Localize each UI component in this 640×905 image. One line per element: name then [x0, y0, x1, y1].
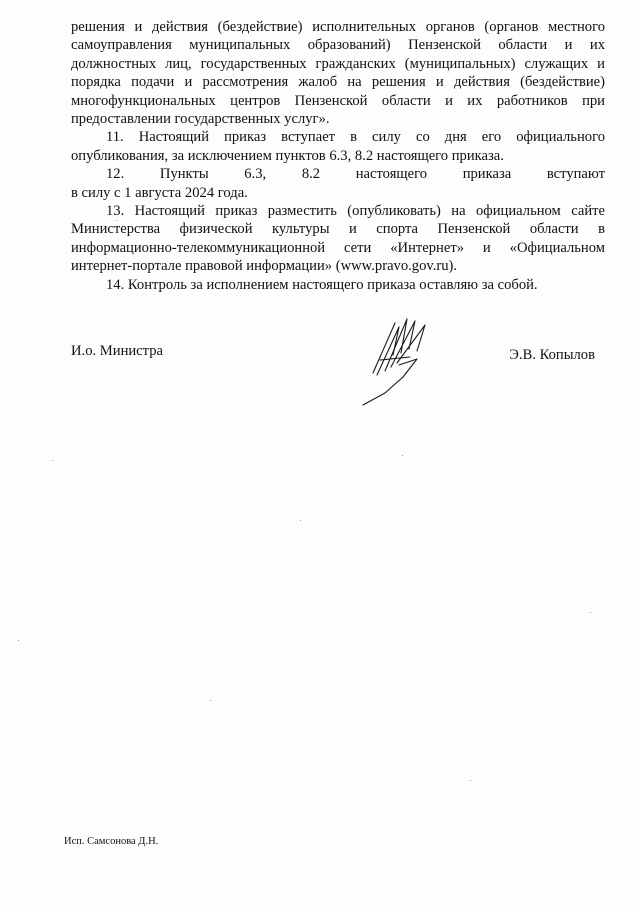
scan-speck	[402, 455, 403, 456]
scan-speck	[210, 700, 211, 701]
scan-speck	[300, 520, 301, 521]
position-title: И.о. Министра	[71, 343, 163, 359]
text-line: информационно-телекоммуникационной сети «Интернет» и «Официальном	[71, 239, 605, 256]
text-line: опубликования, за исключением пунктов 6.3, 8.2 настоящего приказа.	[71, 147, 504, 164]
text-line: 12. Пункты 6.3, 8.2 настоящего приказа вступают	[106, 166, 605, 183]
handwritten-signature	[355, 315, 450, 410]
scan-speck	[590, 612, 591, 613]
scan-speck	[116, 220, 117, 221]
text-line: 14. Контроль за исполнением настоящего приказа оставляю за собой.	[106, 276, 538, 293]
paragraph-13	[71, 202, 605, 276]
text-line: интернет-портале правовой информации» (www.pravo.gov.ru).	[71, 258, 458, 275]
text-line: 11. Настоящий приказ вступает в силу со дня его официального	[106, 129, 605, 146]
text-line: порядка подачи и рассмотрения жалоб на решения и действия (бездействие)	[71, 74, 605, 91]
paragraph-11	[71, 128, 605, 165]
text-line: Министерства физической культуры и спорта Пензенской области в	[71, 221, 605, 238]
text-line: самоуправления муниципальных образований) Пензенской области и их	[71, 37, 605, 54]
text-line: 13. Настоящий приказ разместить (опубликовать) на официальном сайте	[106, 203, 605, 220]
text-line: в силу с 1 августа 2024 года.	[71, 184, 248, 201]
document-body	[71, 18, 605, 294]
scan-speck	[52, 460, 53, 461]
signer-name: Э.В. Копылов	[509, 347, 595, 363]
paragraph-12	[71, 165, 605, 202]
text-line: решения и действия (бездействие) исполнительных органов (органов местного	[71, 19, 605, 35]
executor-note: Исп. Самсонова Д.Н.	[64, 836, 159, 847]
text-line: должностных лиц, государственных гражданских (муниципальных) служащих и	[71, 55, 605, 72]
text-line: предоставлении государственных услуг».	[71, 111, 330, 128]
scan-speck	[18, 640, 19, 641]
paragraph-continuation	[71, 18, 605, 128]
text-line: многофункциональных центров Пензенской области и их работников при	[71, 92, 605, 109]
scan-speck	[470, 780, 471, 781]
paragraph-14	[71, 276, 605, 294]
